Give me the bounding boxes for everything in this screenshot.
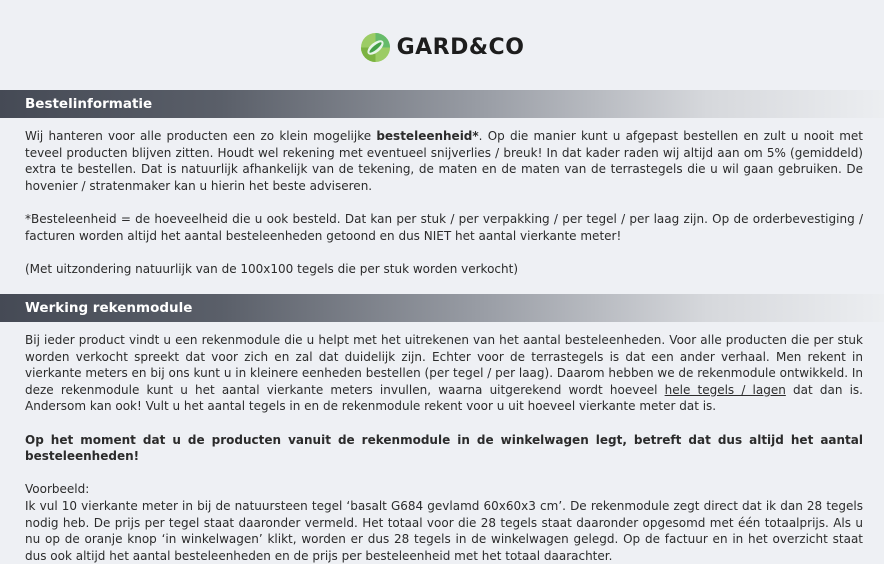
section-title: Werking rekenmodule: [25, 300, 193, 316]
example-label: Voorbeeld:: [25, 482, 90, 497]
brand-logo[interactable]: [0, 32, 884, 63]
section-title: Bestelinformatie: [25, 96, 153, 112]
hele-tegels-link[interactable]: hele tegels / lagen: [664, 382, 786, 397]
example-paragraph: Ik vul 10 vierkante meter in bij de natuursteen tegel ‘basalt G684 gevlamd 60x60x3 cm’. De rekenmodule zegt direct dat ik dan 28 tegels nodig heb. De prijs per tegel staat daaronder vermeld. Het totaal voor die 28 tegels staat daaronder opgesomd met één totaalprijs. Als u nu op de oranje knop ‘in winkelwagen’ klikt, worden er dus 28 tegels in de winkelwagen gelegd. Op de factuur en in het overzicht staat dus ook altijd het aantal besteleenheden en de prijs per besteleenheid met het totaal daarachter.: [25, 498, 863, 563]
important-note: Op het moment dat u de producten vanuit de rekenmodule in de winkelwagen legt, betreft dat dus altijd het aantal besteleenheden!: [25, 432, 863, 464]
rekenmodule-paragraph: Bij ieder product vindt u een rekenmodule die u helpt met het uitrekenen van het aantal besteleenheden. Voor alle producten die per stuk worden verkocht spreekt dat voor zich en zal dat duidelijk zijn. Echter voor de terrastegels is dat een ander verhaal. Men rekent in vierkante meters en bij ons kunt u in kleinere eenheden bestellen (per tegel / per laag). Daarom hebben we de rekenmodule ontwikkeld. In deze rekenmodule kunt u het aantal vierkante meters invullen, waarna uitgerekend wordt hoeveel hele tegels / lagen dat dan is. Andersom kan ook! Vult u het aantal tegels in en de rekenmodule rekent voor u uit hoeveel vierkante meter dat is.: [25, 333, 863, 414]
leaf-logo-icon: [360, 32, 391, 63]
section-body-bestelinformatie: [25, 128, 863, 277]
section-header-werking-rekenmodule: [0, 294, 884, 322]
exception-note: (Met uitzondering natuurlijk van de 100x100 tegels die per stuk worden verkocht): [25, 261, 519, 276]
besteleenheid-definition: *Besteleenheid = de hoeveelheid die u ook besteld. Dat kan per stuk / per verpakking / per tegel / per laag zijn. Op de orderbevestiging / facturen worden altijd het aantal besteleenheden getoond en dus NIET het aantal vierkante meter!: [25, 211, 863, 243]
section-body-werking-rekenmodule: [25, 332, 863, 564]
section-header-bestelinformatie: [0, 90, 884, 118]
brand-name: GARD&CO: [396, 35, 525, 60]
besteleenheid-term: besteleenheid*: [376, 129, 479, 143]
intro-paragraph: Wij hanteren voor alle producten een zo klein mogelijke besteleenheid*. Op die manier kunt u afgepast bestellen en zult u nooit met teveel producten blijven zitten. Houdt wel rekening met eventueel snijverlies / breuk! In dat kader raden wij altijd aan om 5% (gemiddeld) extra te bestellen. Dat is natuurlijk afhankelijk van de tekening, de maten en de maten van de terrastegels die u wil gaan gebruiken. De hovenier / stratenmaker kan u hierin het beste adviseren.: [25, 129, 863, 193]
